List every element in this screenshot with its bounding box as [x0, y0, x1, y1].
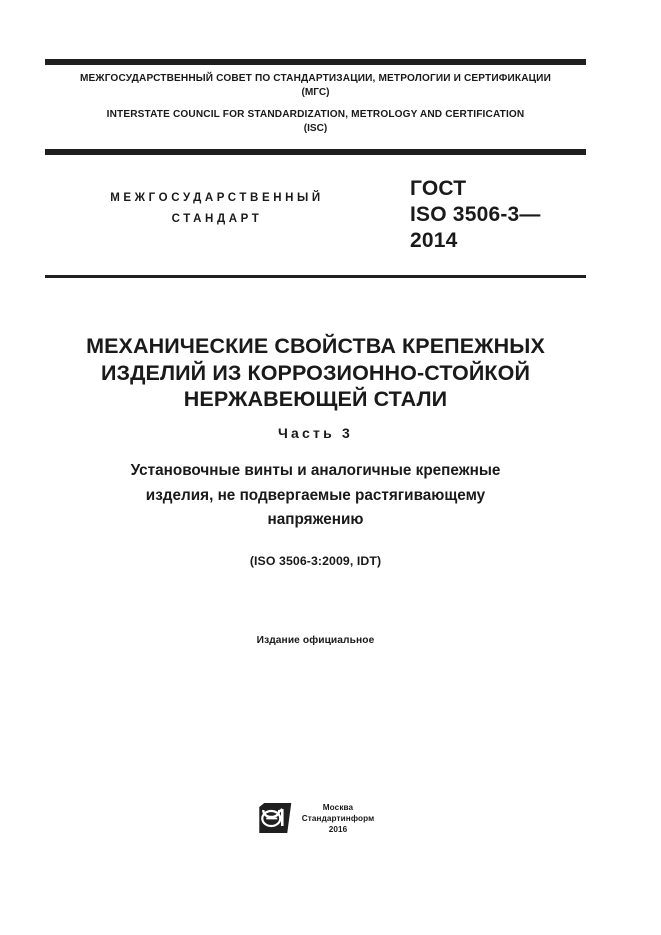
- part-label: Часть 3: [278, 425, 353, 441]
- title-line-1: МЕХАНИЧЕСКИЕ СВОЙСТВА КРЕПЕЖНЫХ: [86, 334, 545, 358]
- standard-identification-block: [45, 176, 586, 266]
- council-abbr-en: (ISC): [303, 123, 328, 134]
- designation-year: 2014: [410, 229, 458, 252]
- separator-rule-top: [45, 59, 586, 65]
- edition-note: Издание официальное: [256, 635, 375, 646]
- standard-type-label: [67, 188, 367, 230]
- title-line-2: ИЗДЕЛИЙ ИЗ КОРРОЗИОННО-СТОЙКОЙ: [100, 360, 531, 385]
- subtitle-line-1: Установочные винты и аналогичные крепежные: [130, 462, 501, 479]
- council-abbr-ru: (МГС): [301, 87, 330, 98]
- standartinform-logo-icon: [257, 801, 293, 835]
- page-subtitle: [63, 459, 568, 533]
- publisher-year: 2016: [328, 825, 348, 835]
- publisher-inner: [257, 798, 374, 836]
- council-spacer: [45, 100, 586, 108]
- subtitle-line-2: изделия, не подвергаемые растягивающему: [145, 486, 486, 504]
- page-content-column: [45, 0, 586, 935]
- publisher-imprint: [45, 798, 586, 854]
- separator-rule-middle: [45, 149, 586, 155]
- standard-designation: [410, 176, 600, 254]
- designation-prefix: ГОСТ: [410, 177, 467, 200]
- council-name-en: INTERSTATE COUNCIL FOR STANDARDIZATION, METROLOGY AND CERTIFICATION: [106, 109, 525, 120]
- separator-rule-lower: [45, 275, 586, 278]
- publisher-text: [302, 798, 374, 836]
- council-name-ru: МЕЖГОСУДАРСТВЕННЫЙ СОВЕТ ПО СТАНДАРТИЗАЦИИ, МЕТРОЛОГИИ И СЕРТИФИКАЦИИ: [79, 73, 551, 84]
- council-header: [45, 72, 586, 136]
- publisher-name: Стандартинформ: [301, 814, 375, 824]
- standard-type-line-1: МЕЖГОСУДАРСТВЕННЫЙ: [110, 192, 324, 204]
- publisher-city: Москва: [322, 803, 354, 812]
- page-title: [53, 333, 578, 413]
- iso-equivalence-reference: (ISO 3506-3:2009, IDT): [249, 554, 382, 568]
- designation-number: ISO 3506-3—: [410, 203, 541, 226]
- title-line-3: НЕРЖАВЕЮЩЕЙ СТАЛИ: [183, 387, 448, 411]
- subtitle-line-3: напряжению: [267, 511, 364, 528]
- standard-type-line-2: СТАНДАРТ: [171, 213, 263, 225]
